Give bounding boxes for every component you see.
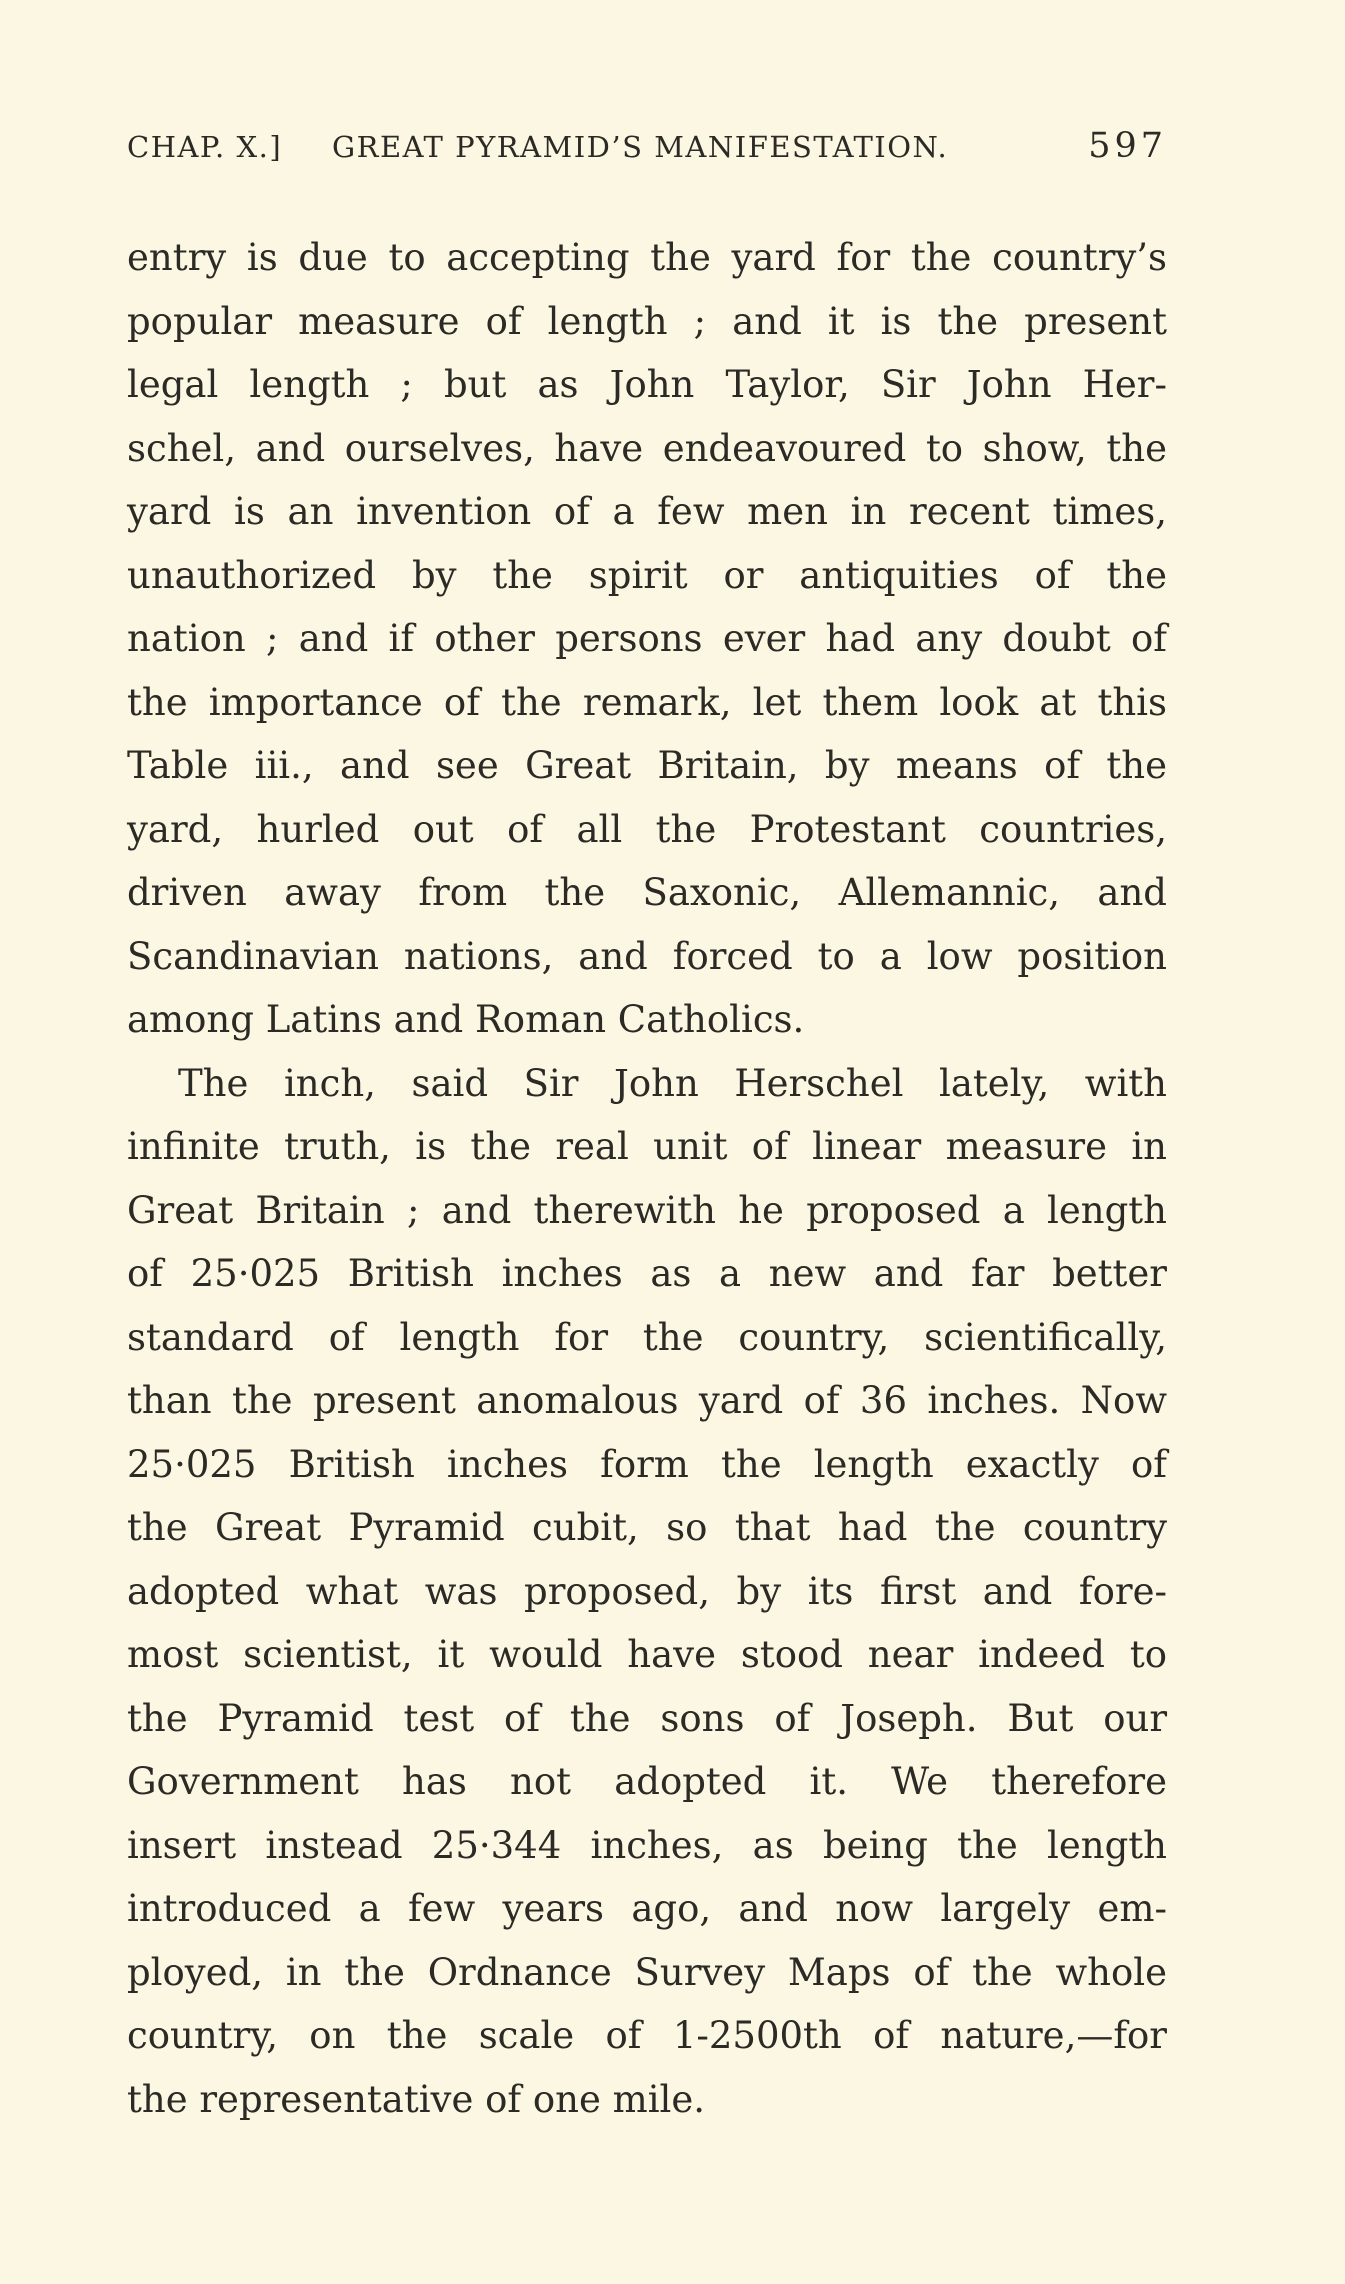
text-line: legal length ; but as John Taylor, Sir John Her- xyxy=(127,363,1167,406)
text-line: standard of length for the country, scientifically, xyxy=(127,1315,1167,1359)
running-head xyxy=(127,126,1167,180)
body-text xyxy=(127,226,1167,2131)
text-line: of 25·025 British inches as a new and far better xyxy=(127,1252,1167,1295)
text-line: the Great Pyramid cubit, so that had the country xyxy=(127,1506,1167,1549)
text-line: Government has not adopted it. We therefore xyxy=(127,1760,1167,1803)
text-line: Scandinavian nations, and forced to a low position xyxy=(127,934,1167,978)
text-line: nation ; and if other persons ever had any doubt of xyxy=(127,617,1167,660)
running-title: GREAT PYRAMID’S MANIFESTATION. xyxy=(332,130,949,164)
text-line: 25·025 British inches form the length exactly of xyxy=(127,1442,1167,1486)
text-line: Table iii., and see Great Britain, by means of the xyxy=(127,744,1167,787)
text-line: Great Britain ; and therewith he proposed a length xyxy=(127,1188,1167,1232)
text-line: yard, hurled out of all the Protestant countries, xyxy=(127,807,1167,851)
text-line: among Latins and Roman Catholics. xyxy=(127,998,805,1041)
paragraph-2 xyxy=(127,1052,1167,2132)
text-line: entry is due to accepting the yard for the country’s xyxy=(127,236,1167,279)
text-line: The inch, said Sir John Herschel lately, with xyxy=(178,1061,1167,1105)
paragraph-1 xyxy=(127,226,1167,1052)
text-line: infinite truth, is the real unit of linear measure in xyxy=(127,1125,1167,1168)
text-line: driven away from the Saxonic, Allemannic, and xyxy=(127,871,1167,914)
text-line: yard is an invention of a few men in recent times, xyxy=(127,490,1167,533)
text-line: ployed, in the Ordnance Survey Maps of the whole xyxy=(127,1950,1167,1994)
text-line: adopted what was proposed, by its first and fore- xyxy=(127,1569,1167,1613)
text-line: unauthorized by the spirit or antiquities of the xyxy=(127,553,1167,597)
text-line: than the present anomalous yard of 36 inches. Now xyxy=(127,1379,1167,1422)
text-line: the Pyramid test of the sons of Joseph. But our xyxy=(127,1696,1167,1740)
text-line: popular measure of length ; and it is the present xyxy=(127,299,1167,343)
text-line: country, on the scale of 1-2500th of nature,—for xyxy=(127,2014,1167,2057)
text-line: introduced a few years ago, and now largely em- xyxy=(127,1887,1167,1930)
text-line: the representative of one mile. xyxy=(127,2077,706,2121)
text-line: schel, and ourselves, have endeavoured to show, the xyxy=(127,426,1167,470)
text-line: most scientist, it would have stood near indeed to xyxy=(127,1633,1167,1676)
text-line: the importance of the remark, let them look at this xyxy=(127,680,1167,724)
page-number: 597 xyxy=(1088,126,1167,166)
chapter-label: CHAP. X.] xyxy=(127,130,283,164)
text-line: insert instead 25·344 inches, as being the length xyxy=(127,1823,1167,1867)
